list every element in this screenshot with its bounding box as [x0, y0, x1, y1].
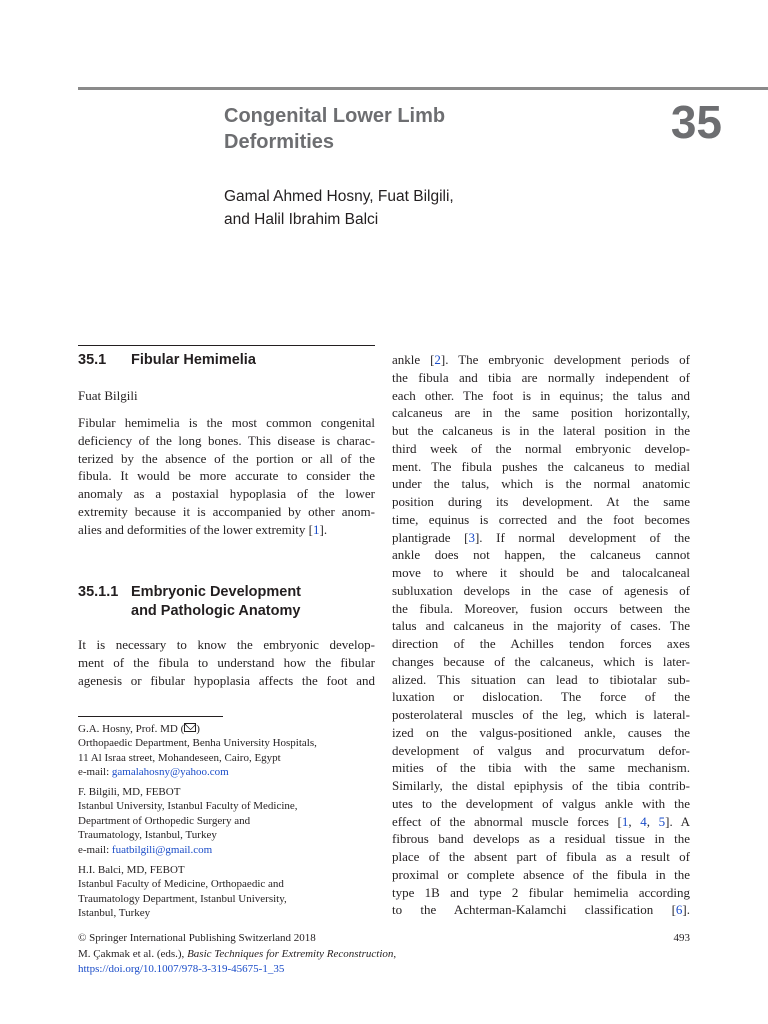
subsection-title-line-1: Embryonic Development — [131, 584, 302, 600]
text-line: It is necessary to know the embryonic develop- — [78, 637, 375, 652]
section-title: Fibular Hemimelia — [131, 352, 256, 368]
text-segment: ankle [ — [392, 352, 435, 367]
text-line: extremity because it is accompanied by other anom- — [78, 503, 375, 519]
text-line: third week of the normal embryonic develop- — [392, 440, 690, 456]
citation-link[interactable]: 1 — [621, 813, 629, 829]
footer-doi-link[interactable]: https://doi.org/10.1007/978-3-319-45675-1_35 — [78, 963, 285, 975]
chapter-authors — [224, 185, 454, 231]
footnote-balci-name: H.I. Balci, MD, FEBOT — [78, 864, 185, 876]
text-line: under the talus, which is the normal anatomic — [392, 476, 690, 492]
footer-citation — [78, 947, 396, 963]
footnote-balci-line-2: Traumatology Department, Istanbul University, — [78, 892, 287, 905]
text-line: utes to the development of valgus ankle with the — [392, 795, 690, 811]
footnote-balci-line-3: Istanbul, Turkey — [78, 907, 151, 920]
footnote-bilgili-email-label: e-mail: — [78, 843, 112, 856]
section-byline: Fuat Bilgili — [78, 388, 138, 403]
text-line — [392, 529, 690, 547]
subsection-title — [131, 583, 301, 621]
top-rule — [78, 87, 768, 90]
text-segment: ]. If normal development of the — [474, 529, 690, 545]
right-column-text — [392, 351, 690, 919]
page-footer — [78, 931, 396, 978]
footnote-hosny-name: G.A. Hosny, Prof. MD ( — [78, 723, 185, 735]
text-line: agenesis or fibular hypoplasia affects the foot and — [78, 672, 375, 688]
text-line: ment. The fibula pushes the calcaneus to medial — [392, 458, 690, 474]
footnote-hosny-name-close: ) — [196, 723, 200, 735]
citation-link[interactable]: 6 — [675, 902, 683, 918]
text-line: position during its development. At the same — [392, 494, 690, 509]
text-line: changes because of the calcaneus, which is later- — [392, 653, 690, 669]
text-line: calcaneus are in the same position horizontally, — [392, 405, 690, 421]
footnote-bilgili-line-3: Traumatology, Istanbul, Turkey — [78, 829, 217, 842]
footer-book-title: Basic Techniques for Extremity Reconstruction — [187, 947, 394, 960]
text-line: mities of the tibia with the same mechanism. — [392, 760, 690, 776]
text-segment: ]. — [682, 902, 690, 918]
text-segment: , — [646, 813, 659, 829]
footnote-bilgili-line-2: Department of Orthopedic Surgery and — [78, 814, 251, 827]
footnote-hosny-line-1: Orthopaedic Department, Benha University Hospitals, — [78, 737, 317, 750]
footer-editors: M. Çakmak et al. (eds.), — [78, 947, 188, 960]
text-line: subluxation develops in the case of agenesis of — [392, 582, 690, 598]
footnote-bilgili — [78, 785, 298, 857]
text-line: type 1B and type 2 fibular hemimelia according — [392, 884, 690, 900]
section-rule — [78, 345, 375, 346]
text-line: each other. The foot is in equinus; the talus and — [392, 387, 690, 403]
footnote-hosny-email-line — [78, 765, 317, 779]
text-line: Fibular hemimelia is the most common congenital — [78, 415, 375, 430]
text-segment: ]. A — [665, 813, 691, 829]
text-line: but the calcaneus is in the lateral position in the — [392, 423, 690, 438]
footnote-balci-line-1: Istanbul Faculty of Medicine, Orthopaedic and — [78, 878, 284, 891]
text-line: alized. This situation can lead to tibiotalar sub- — [392, 671, 690, 687]
chapter-title-line-1: Congenital Lower Limb — [224, 105, 446, 127]
text-line: terized by the absence of the portion or all of the — [78, 450, 375, 466]
text-segment: ]. The embryonic development periods of — [440, 352, 690, 367]
footer-copyright: © Springer International Publishing Switzerland 2018 — [78, 932, 316, 944]
text-line: ment of the fibula to understand how the fibular — [78, 654, 375, 670]
footnote-bilgili-name: F. Bilgili, MD, FEBOT — [78, 786, 181, 798]
text-segment: to the Achterman-Kalamchi classification [ — [392, 902, 676, 918]
chapter-title-line-2: Deformities — [224, 131, 335, 153]
authors-line-2: and Halil Ibrahim Balci — [224, 211, 379, 228]
text-line: place of the absent part of fibula as a result of — [392, 849, 690, 864]
citation-link[interactable]: 3 — [468, 529, 475, 545]
text-segment: plantigrade [ — [392, 529, 469, 545]
citation-link[interactable]: 4 — [640, 813, 647, 829]
text-line — [392, 813, 690, 831]
text-line: posterolateral muscles of the leg, which is lateral- — [392, 707, 690, 722]
subsection-title-line-2: and Pathologic Anatomy — [131, 603, 301, 619]
envelope-icon — [184, 723, 196, 732]
footnote-bilgili-email-line — [78, 843, 298, 857]
footnote-hosny — [78, 722, 317, 780]
footnote-bilgili-email-link[interactable]: fuatbilgili@gmail.com — [111, 843, 213, 856]
text-line: luxation or dislocation. The force of the — [392, 689, 690, 705]
text-line — [392, 901, 690, 919]
text-line: time, equinus is corrected and the foot becomes — [392, 511, 690, 527]
text-line: anomaly as a postaxial hypoplasia of the lower — [78, 486, 375, 501]
text-line: fibula. It would be more accurate to consider the — [78, 468, 375, 484]
authors-line-1: Gamal Ahmed Hosny, Fuat Bilgili, — [224, 188, 454, 205]
citation-link[interactable]: 2 — [434, 352, 441, 367]
page-number: 493 — [673, 932, 690, 944]
text-line: ized on the valgus-positioned ankle, causes the — [392, 724, 690, 740]
left-paragraph-1 — [78, 414, 375, 538]
footnote-rule — [78, 716, 223, 717]
text-line: deficiency of the long bones. This disease is charac- — [78, 432, 375, 448]
text-line — [392, 351, 690, 369]
text-line: the fibula. Moreover, fusion occurs between the — [392, 600, 690, 616]
chapter-title — [224, 103, 554, 155]
text-line: Similarly, the distal epiphysis of the tibia contrib- — [392, 778, 690, 793]
text-line: development of valgus and procurvatum defor- — [392, 742, 690, 758]
text-segment: effect of the abnormal muscle forces [ — [392, 813, 622, 829]
footnote-hosny-email-label: e-mail: — [78, 766, 112, 779]
text-line — [78, 521, 375, 539]
footnote-hosny-email-link[interactable]: gamalahosny@yahoo.com — [111, 766, 229, 779]
footnote-hosny-name-line — [78, 722, 317, 736]
text-line: proximal or complete absence of the fibula in the — [392, 866, 690, 882]
text-line: ankle does not happen, the calcaneus cannot — [392, 547, 690, 563]
text-line: talus and calcaneus in the majority of cases. The — [392, 618, 690, 634]
text-segment: alies and deformities of the lower extremity [ — [78, 521, 314, 537]
footer-editors-suffix: , — [393, 947, 397, 960]
footnote-balci — [78, 863, 287, 921]
text-segment: , — [628, 813, 641, 829]
footnote-hosny-line-2: 11 Al Israa street, Mohandeseen, Cairo, Egypt — [78, 751, 281, 764]
citation-link[interactable]: 5 — [658, 813, 666, 829]
subsection-number: 35.1.1 — [78, 584, 119, 600]
text-segment: ]. — [319, 521, 328, 537]
section-number: 35.1 — [78, 352, 107, 368]
text-line: move to where it should be and talocalcaneal — [392, 565, 690, 580]
text-line: direction of the Achilles tendon forces axes — [392, 636, 690, 651]
citation-link[interactable]: 1 — [313, 521, 320, 537]
footnote-bilgili-line-1: Istanbul University, Istanbul Faculty of Medicine, — [78, 800, 298, 813]
text-line: the fibula and tibia are normally independent of — [392, 369, 690, 385]
chapter-number: 35 — [670, 96, 722, 148]
left-paragraph-2 — [78, 636, 375, 689]
text-line: fibrous band develops as a residual tissue in the — [392, 831, 690, 847]
